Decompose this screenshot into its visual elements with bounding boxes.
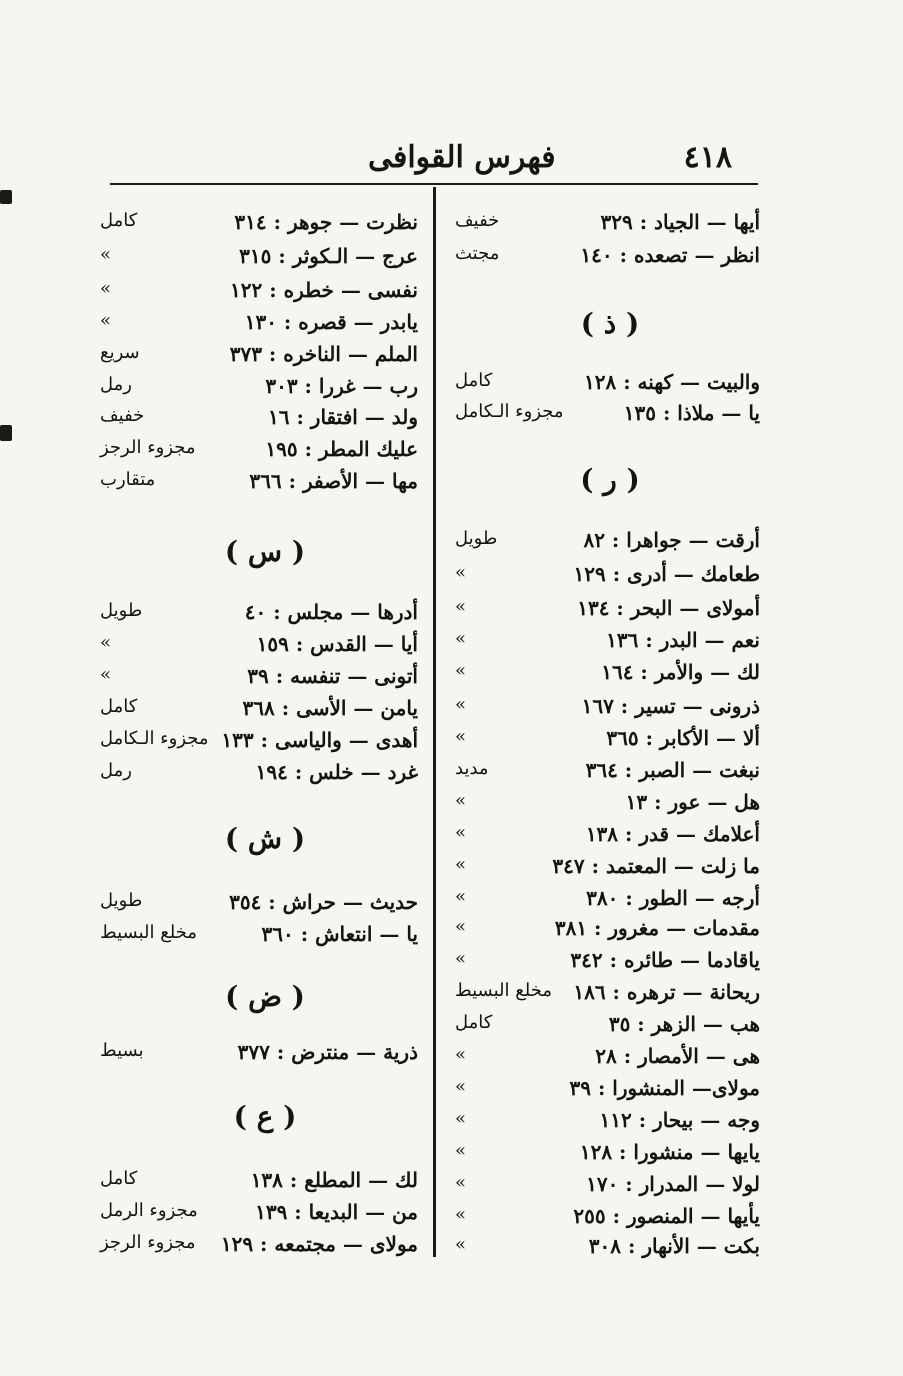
entry-rhyme-and-page: نعم — البدر : ١٣٦ [606, 628, 760, 652]
entry-rhyme-and-page: نبغت — الصبر : ٣٦٤ [585, 758, 760, 782]
entry-meter: خفيف [100, 405, 145, 426]
entry-meter: رمل [100, 760, 132, 781]
entry-rhyme-and-page: انظر — تصعده : ١٤٠ [580, 243, 760, 267]
index-entry [100, 1168, 418, 1200]
entry-meter: مجزوء الرجز [100, 437, 196, 458]
entry-meter: » [455, 916, 467, 937]
entry-rhyme-and-page: رب — غررا : ٣٠٣ [265, 374, 418, 398]
entry-meter: مخلع البسيط [100, 922, 198, 943]
entry-meter: » [455, 790, 467, 811]
entry-rhyme-and-page: أمولاى — البحر : ١٣٤ [577, 596, 760, 620]
index-entry [455, 1076, 760, 1108]
entry-rhyme-and-page: مها — الأصفر : ٣٦٦ [249, 469, 418, 493]
entry-meter: » [455, 1108, 467, 1129]
entry-meter: رمل [100, 374, 132, 395]
entry-rhyme-and-page: ريحانة — ترهره : ١٨٦ [573, 980, 760, 1004]
entry-rhyme-and-page: ذرية — منترض : ٣٧٧ [237, 1040, 418, 1064]
entry-meter: طويل [100, 890, 143, 911]
page-edge-mark [0, 425, 12, 441]
index-entry [455, 243, 760, 275]
index-entry [100, 890, 418, 922]
index-entry [100, 1040, 418, 1072]
entry-meter: كامل [455, 370, 493, 391]
index-entry [100, 696, 418, 728]
index-entry [100, 664, 418, 696]
entry-meter: كامل [100, 696, 138, 717]
entry-meter: » [455, 726, 467, 747]
index-entry [455, 694, 760, 726]
section-letter-heading: ( س ) [224, 535, 306, 568]
index-entry [100, 632, 418, 664]
entry-meter: » [100, 310, 112, 331]
running-head [110, 136, 760, 180]
entry-rhyme-and-page: من — البديعا : ١٣٩ [255, 1200, 418, 1224]
entry-rhyme-and-page: يايها — منشورا : ١٢٨ [579, 1140, 760, 1164]
column-divider [433, 187, 436, 1257]
entry-meter: » [455, 886, 467, 907]
entry-meter: » [455, 562, 467, 583]
entry-meter: كامل [455, 1012, 493, 1033]
index-entry [455, 1204, 760, 1236]
index-entry [455, 1234, 760, 1266]
entry-meter: مديد [455, 758, 489, 779]
entry-rhyme-and-page: أدرها — مجلس : ٤٠ [244, 600, 418, 624]
section-letter-heading: ( ع ) [233, 1100, 297, 1133]
entry-meter: كامل [100, 1168, 138, 1189]
section-letter-heading: ( ض ) [225, 980, 305, 1013]
entry-rhyme-and-page: أيا — القدس : ١٥٩ [256, 632, 418, 656]
entry-rhyme-and-page: والبيت — كهنه : ١٢٨ [584, 370, 760, 394]
index-entry [100, 278, 418, 310]
index-entry [100, 728, 418, 760]
entry-rhyme-and-page: عليك المطر : ١٩٥ [265, 437, 418, 461]
section-letter-heading: ( ش ) [224, 822, 306, 855]
entry-meter: » [100, 278, 112, 299]
entry-rhyme-and-page: أيها — الجياد : ٣٢٩ [600, 210, 760, 234]
entry-meter: » [455, 1234, 467, 1255]
entry-meter: مجزوء الرجز [100, 1232, 196, 1253]
entry-rhyme-and-page: لولا — المدرار : ١٧٠ [586, 1172, 760, 1196]
entry-meter: » [455, 694, 467, 715]
index-entry [455, 854, 760, 886]
index-entry [455, 562, 760, 594]
index-entry [100, 210, 418, 242]
index-entry [455, 1108, 760, 1140]
entry-rhyme-and-page: يابدر — قصره : ١٣٠ [244, 310, 418, 334]
entry-rhyme-and-page: لك — المطلع : ١٣٨ [250, 1168, 418, 1192]
entry-meter: » [455, 1044, 467, 1065]
entry-rhyme-and-page: أعلامك — قدر : ١٣٨ [585, 822, 760, 846]
section-letter-heading: ( ذ ) [580, 307, 640, 340]
entry-meter: سريع [100, 342, 140, 363]
entry-meter: » [100, 632, 112, 653]
entry-meter: خفيف [455, 210, 500, 231]
entry-rhyme-and-page: ياقادما — طائره : ٣٤٢ [570, 948, 760, 972]
section-letter-heading: ( ر ) [580, 463, 640, 496]
entry-meter: طويل [455, 528, 498, 549]
index-entry [455, 1172, 760, 1204]
page-edge-mark [0, 190, 12, 204]
index-entry [100, 1200, 418, 1232]
index-entry [455, 726, 760, 758]
entry-rhyme-and-page: أهدى — والياسى : ١٣٣ [221, 728, 418, 752]
entry-meter: مجزوء الـكامل [100, 728, 209, 749]
entry-rhyme-and-page: يأيها — المنصور : ٢٥٥ [573, 1204, 760, 1228]
index-entry [100, 469, 418, 501]
entry-meter: مجزوء الـكامل [455, 401, 564, 422]
index-entry [100, 342, 418, 374]
entry-rhyme-and-page: ما زلت — المعتمد : ٣٤٧ [552, 854, 760, 878]
entry-rhyme-and-page: غرد — خلس : ١٩٤ [255, 760, 418, 784]
entry-rhyme-and-page: حديث — حراش : ٣٥٤ [229, 890, 418, 914]
entry-meter: » [100, 664, 112, 685]
index-entry [455, 758, 760, 790]
entry-rhyme-and-page: أتونى — تنفسه : ٣٩ [247, 664, 418, 688]
entry-rhyme-and-page: بكت — الأنهار : ٣٠٨ [588, 1234, 760, 1258]
entry-rhyme-and-page: هل — عور : ١٣ [625, 790, 760, 814]
index-entry [455, 886, 760, 918]
index-entry [100, 310, 418, 342]
entry-rhyme-and-page: أرجه — الطور : ٣٨٠ [586, 886, 760, 910]
index-entry [455, 790, 760, 822]
index-entry [455, 916, 760, 948]
index-entry [455, 980, 760, 1012]
entry-meter: » [455, 1076, 467, 1097]
entry-rhyme-and-page: أرقت — جواهرا : ٨٢ [583, 528, 760, 552]
entry-rhyme-and-page: يا — انتعاش : ٣٦٠ [261, 922, 418, 946]
entry-rhyme-and-page: ولد — افتقار : ١٦ [268, 405, 418, 429]
index-entry [455, 401, 760, 433]
index-entry [455, 596, 760, 628]
entry-rhyme-and-page: ذرونى — تسير : ١٦٧ [581, 694, 760, 718]
index-entry [100, 437, 418, 469]
index-entry [455, 822, 760, 854]
index-entry [100, 405, 418, 437]
entry-rhyme-and-page: مولاى — مجتمعه : ١٢٩ [220, 1232, 418, 1256]
index-entry [100, 760, 418, 792]
index-entry [455, 948, 760, 980]
entry-rhyme-and-page: يامن — الأسى : ٣٦٨ [242, 696, 418, 720]
entry-meter: كامل [100, 210, 138, 231]
entry-meter: مجزوء الرمل [100, 1200, 198, 1221]
entry-rhyme-and-page: هى — الأمصار : ٢٨ [595, 1044, 760, 1068]
entry-meter: » [455, 854, 467, 875]
entry-rhyme-and-page: نظرت — جوهر : ٣١٤ [234, 210, 418, 234]
index-entry [100, 922, 418, 954]
entry-meter: » [455, 948, 467, 969]
page-number: ٤١٨ [683, 140, 732, 175]
index-entry [455, 1140, 760, 1172]
index-entry [455, 1044, 760, 1076]
page-title: فهرس القوافى [368, 140, 556, 175]
entry-rhyme-and-page: وجه — بيحار : ١١٢ [599, 1108, 760, 1132]
index-entry [100, 244, 418, 276]
entry-meter: طويل [100, 600, 143, 621]
index-entry [455, 628, 760, 660]
entry-rhyme-and-page: هب — الزهر : ٣٥ [608, 1012, 760, 1036]
entry-meter: » [455, 1140, 467, 1161]
entry-rhyme-and-page: طعامك — أدرى : ١٢٩ [573, 562, 760, 586]
entry-meter: » [455, 628, 467, 649]
entry-meter: » [455, 1172, 467, 1193]
index-entry [455, 528, 760, 560]
entry-meter: » [455, 1204, 467, 1225]
entry-meter: بسيط [100, 1040, 144, 1061]
entry-rhyme-and-page: لك — والأمر : ١٦٤ [601, 660, 760, 684]
header-rule [110, 183, 758, 185]
entry-rhyme-and-page: نفسى — خطره : ١٢٢ [230, 278, 418, 302]
entry-rhyme-and-page: مقدمات — مغرور : ٣٨١ [554, 916, 760, 940]
entry-meter: » [455, 822, 467, 843]
entry-meter: » [100, 244, 112, 265]
index-entry [455, 660, 760, 692]
index-entry [100, 1232, 418, 1264]
entry-meter: مجتث [455, 243, 500, 264]
entry-meter: » [455, 596, 467, 617]
index-entry [100, 600, 418, 632]
entry-meter: » [455, 660, 467, 681]
index-entry [455, 1012, 760, 1044]
entry-rhyme-and-page: الملم — الناخره : ٣٧٣ [229, 342, 418, 366]
entry-rhyme-and-page: مولاى— المنشورا : ٣٩ [569, 1076, 760, 1100]
entry-meter: مخلع البسيط [455, 980, 553, 1001]
index-entry [455, 210, 760, 242]
entry-rhyme-and-page: يا — ملاذا : ١٣٥ [623, 401, 760, 425]
index-entry [100, 374, 418, 406]
entry-rhyme-and-page: ألا — الأكابر : ٣٦٥ [606, 726, 760, 750]
index-entry [455, 370, 760, 402]
entry-meter: متقارب [100, 469, 156, 490]
entry-rhyme-and-page: عرج — الـكوثر : ٣١٥ [239, 244, 418, 268]
